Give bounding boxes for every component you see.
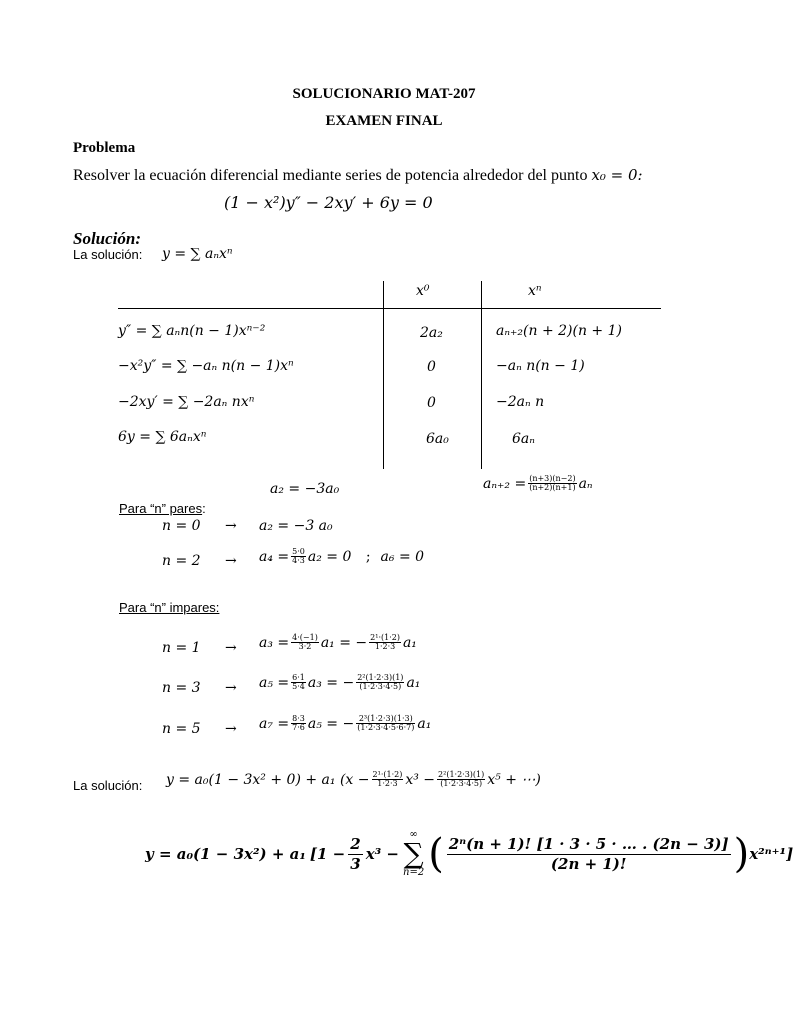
odd-n5: n = 5 [162, 721, 201, 737]
table-col-x0: x⁰ [416, 283, 430, 299]
table-divider-2 [481, 281, 482, 469]
odd-a7: a₇ = $\frac{8\cdot 3}{7\cdot 6}$ a₅ = − $\frac{\text{2³(1·2·3)(1·3)}}{(1\cdot 2\cdot 3\cdot 4\cdot 5\cdot 6\cdot 7)}$ a₁ [259, 714, 432, 733]
even-n2: n = 2 [162, 553, 201, 569]
result-expression: y = a₀(1 − 3x² + 0) + a₁ (x − $\frac{\text{2¹·(1·2)}}{1\cdot 2\cdot 3}$ x³ − $\frac{\text{2²(1·2·3)(1)}}{(1\cdot 2\cdot 3\cdot 4\cdot 5)}$ x⁵ + ⋯) [166, 770, 541, 789]
final-fraction: 2ⁿ(n + 1)! [1 · 3 · 5 · … . (2n − 3)] (2n + 1)! [448, 834, 729, 873]
recurrence-fraction: $\frac{(n+3)(n-2)}{(n+2)(n+1)}$ [529, 474, 576, 493]
arrow-icon: → [225, 721, 237, 737]
even-n0: n = 0 [162, 518, 201, 534]
table-row-4-x0: 6a₀ [426, 431, 449, 447]
table-row-2-xn: −aₙ n(n − 1) [496, 358, 585, 374]
solution-ansatz: y = ∑ aₙxⁿ [162, 246, 233, 262]
arrow-icon: → [225, 640, 237, 656]
table-row-2-x0: 0 [427, 359, 436, 375]
table-col-xn: xⁿ [528, 283, 542, 299]
relation-a2: a₂ = −3a₀ [270, 481, 340, 497]
table-row-1-xn: aₙ₊₂(n + 2)(n + 1) [496, 323, 622, 339]
problem-equation: (1 − x²)y″ − 2xy′ + 6y = 0 [224, 193, 433, 212]
recurrence-relation: aₙ₊₂ = $\frac{(n+3)(n-2)}{(n+2)(n+1)}$ aₙ [483, 474, 593, 493]
final-solution: y = a₀(1 − 3x²) + a₁ [1 − $\frac{2}{3}$ x³ − ∞ ∑ n=2 ( 2ⁿ(n + 1)! [1 · 3 · 5 · … . (2n − 3)] (2n + 1)! ) x²ⁿ⁺¹] [145, 829, 793, 878]
table-row-3-lhs: −2xy′ = ∑ −2aₙ nxⁿ [118, 394, 255, 410]
problem-heading: Problema [73, 140, 136, 156]
exam-title: EXAMEN FINAL [325, 113, 443, 129]
table-divider-1 [383, 281, 384, 469]
summation-symbol: ∞ ∑ n=2 [403, 829, 425, 878]
arrow-icon: → [225, 680, 237, 696]
table-row-1-lhs: y″ = ∑ aₙn(n − 1)xⁿ⁻² [118, 323, 266, 339]
even-heading: Para “n” pares: [119, 501, 206, 516]
table-row-2-lhs: −x²y″ = ∑ −aₙ n(n − 1)xⁿ [118, 358, 294, 374]
document-title: SOLUCIONARIO MAT-207 [292, 86, 476, 102]
arrow-icon: → [225, 553, 237, 569]
odd-a3: a₃ = $\frac{4\cdot(-1)}{3\cdot 2}$ a₁ = − $\frac{\text{2¹·(1·2)}}{1\cdot 2\cdot 3}$ a₁ [259, 633, 417, 652]
table-header-rule [118, 308, 661, 309]
table-row-4-xn: 6aₙ [512, 431, 535, 447]
table-row-4-lhs: 6y = ∑ 6aₙxⁿ [118, 429, 207, 445]
odd-n1: n = 1 [162, 640, 201, 656]
solution-heading: Solución: [73, 229, 142, 248]
odd-heading: Para “n” impares: [119, 600, 220, 615]
arrow-icon: → [225, 518, 237, 534]
problem-statement: Resolver la ecuación diferencial mediante series de potencia alrededor del punto x₀ = 0: [73, 166, 643, 184]
odd-a5: a₅ = $\frac{6\cdot 1}{5\cdot 4}$ a₃ = − $\frac{\text{2²(1·2·3)(1)}}{(1\cdot 2\cdot 3\cdot 4\cdot 5)}$ a₁ [259, 673, 421, 692]
odd-n3: n = 3 [162, 680, 201, 696]
table-row-3-x0: 0 [427, 395, 436, 411]
solution-label: La solución: [73, 247, 143, 262]
problem-point: x₀ = 0: [591, 166, 643, 184]
table-row-3-xn: −2aₙ n [496, 394, 545, 410]
even-a4: a₄ = $\frac{5\cdot 0}{4\cdot 3}$ a₂ = 0 ; a₆ = 0 [259, 547, 425, 566]
table-row-1-x0: 2a₂ [420, 325, 443, 341]
even-a2: a₂ = −3 a₀ [259, 518, 333, 534]
result-label: La solución: [73, 778, 143, 793]
